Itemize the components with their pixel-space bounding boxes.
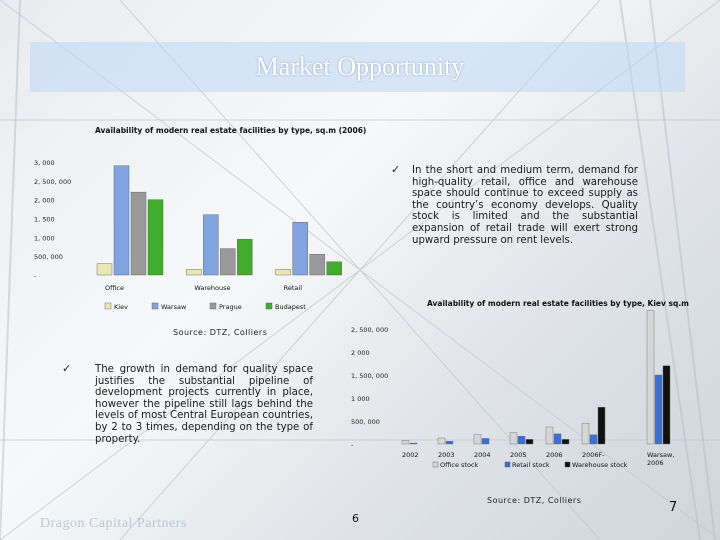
- chart2-bar-office-stock-warsaw-2006: [647, 311, 654, 444]
- chart2-ytick-label: 2 000: [351, 349, 370, 357]
- chart1-bar-budapest-retail: [327, 262, 342, 275]
- chart1-bar-budapest-warehouse: [237, 239, 252, 275]
- chart-by-type-2006: [30, 120, 370, 325]
- chart2-category-label: 2003: [438, 451, 455, 459]
- bullet-check-right: ✓: [391, 163, 401, 176]
- chart2-bar-retail-stock-2006f: [590, 435, 597, 444]
- chart1-legend-swatch: [210, 303, 216, 309]
- chart2-bar-office-stock-2003: [438, 438, 445, 444]
- chart2-ytick-label: 500, 000: [351, 418, 380, 426]
- slide-title: Market Opportunity: [255, 52, 465, 81]
- bullet-check-left: ✓: [62, 362, 72, 375]
- chart1-bar-prague-retail: [310, 254, 325, 275]
- chart2-bar-office-stock-2005: [510, 433, 517, 445]
- chart2-category-label: 2006: [647, 459, 664, 467]
- chart2-category-label: 2002: [402, 451, 419, 459]
- chart2-category-label: 2006F-: [582, 451, 605, 459]
- chart1-bar-prague-office: [131, 192, 146, 275]
- chart1-title: Availability of modern real estate facilities by type, sq.m (2006): [95, 126, 367, 135]
- chart2-legend-label: Retail stock: [512, 461, 550, 469]
- chart2-bar-retail-stock-2002: [410, 443, 417, 444]
- chart2-legend-swatch: [565, 462, 570, 467]
- chart1-legend-label: Warsaw: [161, 303, 187, 311]
- chart1-ytick-label: 500, 000: [34, 253, 63, 262]
- chart2-ytick-label: 1, 500, 000: [351, 372, 389, 380]
- chart1-legend-label: Budapest: [275, 303, 306, 311]
- source-left: Source: DTZ, Colliers: [173, 328, 268, 337]
- chart2-legend-label: Office stock: [440, 461, 479, 469]
- chart2-bar-office-stock-2004: [474, 435, 481, 444]
- chart1-bar-warsaw-retail: [293, 222, 308, 275]
- chart1-legend-swatch: [105, 303, 111, 309]
- chart2-bar-retail-stock-2004: [482, 438, 489, 444]
- chart2-category-label: 2004: [474, 451, 491, 459]
- chart1-ytick-label: 2, 000: [34, 196, 55, 205]
- chart1-legend-label: Kiev: [114, 303, 128, 311]
- chart1-legend-swatch: [152, 303, 158, 309]
- chart2-bar-office-stock-2002: [402, 440, 409, 444]
- chart1-legend-swatch: [266, 303, 272, 309]
- chart2-ytick-label: -: [351, 441, 354, 449]
- chart1-bar-warsaw-office: [114, 166, 129, 275]
- chart2-ytick-label: 2, 500, 000: [351, 326, 389, 334]
- page-number-right: 7: [669, 500, 678, 515]
- source-right: Source: DTZ, Colliers: [487, 496, 582, 505]
- chart2-bar-retail-stock-2005: [518, 436, 525, 444]
- chart-kiev-by-year: [345, 292, 690, 477]
- chart2-bar-warehouse-stock-2006: [562, 439, 569, 444]
- chart1-bar-budapest-office: [148, 200, 163, 275]
- chart2-bar-retail-stock-2006: [554, 434, 561, 444]
- chart2-category-label: 2005: [510, 451, 527, 459]
- chart2-legend-label: Warehouse stock: [572, 461, 628, 469]
- chart2-bar-office-stock-2006f: [582, 423, 589, 444]
- chart1-category-label: Warehouse: [194, 284, 231, 292]
- chart2-bar-retail-stock-2003: [446, 441, 453, 444]
- chart1-ytick-label: -: [34, 272, 37, 280]
- chart1-bar-kiev-office: [97, 264, 112, 275]
- chart1-ytick-label: 1, 500: [34, 215, 55, 224]
- chart1-bar-kiev-retail: [276, 269, 291, 275]
- chart1-bar-prague-warehouse: [220, 249, 235, 275]
- chart2-title: Availability of modern real estate facilities by type, Kiev sq.m: [427, 299, 689, 308]
- chart2-category-label: Warsaw,: [647, 451, 675, 459]
- chart2-category-label: 2006: [546, 451, 563, 459]
- page-number-left: 6: [352, 512, 359, 525]
- chart1-ytick-label: 3, 000: [34, 159, 55, 167]
- chart1-bar-kiev-warehouse: [186, 269, 201, 275]
- chart1-ytick-label: 1, 000: [34, 234, 55, 243]
- chart1-ytick-label: 2, 500, 000: [34, 177, 72, 186]
- chart1-legend-label: Prague: [219, 303, 242, 311]
- chart1-category-label: Retail: [283, 284, 303, 292]
- chart1-category-label: Office: [105, 284, 124, 292]
- chart2-bar-warehouse-stock-warsaw-2006: [663, 366, 670, 444]
- chart2-bar-warehouse-stock-2005: [526, 439, 533, 444]
- paragraph-right: In the short and medium term, demand for high-quality retail, office and warehouse space should continue to exceed supply as the country’s economy develops. Quality stock is limited and the substantial expansion of retail trade will exert strong upward pressure on rent levels.: [412, 165, 638, 246]
- paragraph-left: The growth in demand for quality space justifies the substantial pipeline of development projects currently in place, however the pipeline still lags behind the levels of most Central European countries, by 2 to 3 times, depending on the type of property.: [95, 364, 313, 445]
- chart2-legend-swatch: [433, 462, 438, 467]
- footer-logo: Dragon Capital Partners: [40, 516, 187, 531]
- chart1-bar-warsaw-warehouse: [203, 215, 218, 275]
- chart2-ytick-label: 1 000: [351, 395, 370, 403]
- chart2-bar-warehouse-stock-2006f: [598, 407, 605, 444]
- chart2-legend-swatch: [505, 462, 510, 467]
- chart2-bar-office-stock-2006: [546, 427, 553, 444]
- chart2-bar-retail-stock-warsaw-2006: [655, 375, 662, 444]
